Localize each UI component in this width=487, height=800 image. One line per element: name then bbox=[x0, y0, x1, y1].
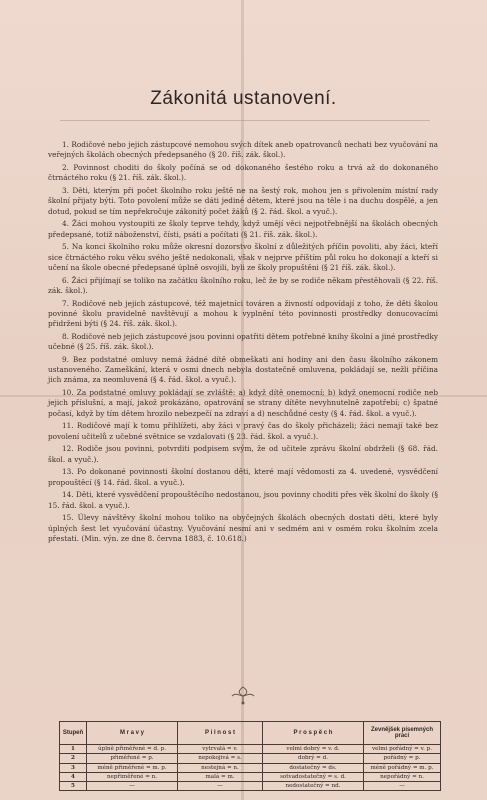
table-cell: velmi dobrý = v. d. bbox=[263, 745, 364, 754]
regulation-paragraph: 13. Po dokonané povinnosti školní dostanou děti, které mají vědomosti za 4. uvedené, vysvědčení propouštěcí (§ 14. řád. škol. a vyuč.). bbox=[48, 467, 438, 487]
header-stupen: Stupeň bbox=[60, 722, 87, 745]
header-pilnost: P i l n o s t bbox=[178, 722, 263, 745]
page-title: Zákonitá ustanovení. bbox=[150, 88, 337, 109]
table-row bbox=[60, 763, 441, 772]
table-cell: nepřiměřené = n. bbox=[87, 772, 178, 781]
table-cell: — bbox=[178, 782, 263, 791]
table-cell: méně přiměřené = m. p. bbox=[87, 763, 178, 772]
table-cell: 4 bbox=[60, 772, 87, 781]
table-cell: dobrý = d. bbox=[263, 754, 364, 763]
regulation-paragraph: 12. Rodiče jsou povinni, potvrditi podpisem svým, že od učitele zprávu školní obdrželi (§ 68. řád. škol. a vyuč.). bbox=[48, 444, 438, 464]
regulation-paragraph: 15. Úlevy návštěvy školní mohou toliko na obyčejných školách obecných dostati děti, které byly úplných šest let vyučování účastny. Vyučování nesmí ani v sedmém ani v osmém roku školním zcela přestati. (Min. výn. ze dne 8. června 1883, č. 10.618.) bbox=[48, 513, 438, 543]
table-cell: nestejná = n. bbox=[178, 763, 263, 772]
table-cell: — bbox=[87, 782, 178, 791]
table-cell: nedostatečný = nd. bbox=[263, 782, 364, 791]
grades-table bbox=[59, 721, 441, 791]
table-cell: přiměřené = p. bbox=[87, 754, 178, 763]
regulation-paragraph: 8. Rodičové neb jejich zástupcové jsou povinni opatřiti dětem potřebné knihy školní a jiné prostředky učebné (§ 25. říš. zák. škol.). bbox=[48, 331, 438, 352]
regulation-paragraph: 2. Povinnost choditi do školy počíná se od dokonaného šestého roku a trvá až do dokonaného čtrnáctého roku (§ 21. říš. zák. škol.). bbox=[48, 162, 438, 183]
table-cell: úplně přiměřené = d. p. bbox=[87, 745, 178, 754]
table-cell: méně pořádný = m. p. bbox=[364, 763, 441, 772]
ornament-icon bbox=[228, 684, 258, 706]
regulation-paragraph: 14. Děti, které vysvědčení propouštěcího nedostanou, jsou povinny choditi přes věk školní do školy (§ 15. řád. škol. a vyuč.). bbox=[48, 490, 438, 510]
table-header-row bbox=[60, 722, 441, 745]
header-prospech: P r o s p ě c h bbox=[263, 722, 364, 745]
regulations-list bbox=[48, 140, 438, 547]
table-cell: malá = m. bbox=[178, 772, 263, 781]
table-row bbox=[60, 745, 441, 754]
table-cell: dostatečný = ds. bbox=[263, 763, 364, 772]
header-mravy: M r a v y bbox=[87, 722, 178, 745]
regulation-paragraph: 9. Bez podstatné omluvy nemá žádné dítě obmeškati ani hodiny ani den času školního zákonem ustanoveného. Zameškání, která v osmi dnech nebyla dostatečně omluvena, pokládají se, nežli příčina jich známa, za neomluvená (§ 4. řád. škol. a vyuč.). bbox=[48, 354, 438, 385]
table-cell: velmi pořádný = v. p. bbox=[364, 745, 441, 754]
regulation-paragraph: 3. Děti, kterým při počet školního roku ještě ne na šestý rok, mohou jen s přivolením místní rady školní přijaty býti. Toto povolení může se dáti jediné dětem, které jsou na těle i na duchu dospělé, a jen dotud, pokud se tím nepřekročuje zákonitý počet žáků (§ 2. řád. škol. a vyuč.). bbox=[48, 185, 438, 216]
table-cell: 1 bbox=[60, 745, 87, 754]
table-row bbox=[60, 754, 441, 763]
table-row bbox=[60, 772, 441, 781]
table-cell: 2 bbox=[60, 754, 87, 763]
table-cell: sotvadostatečný = s. d. bbox=[263, 772, 364, 781]
regulation-paragraph: 10. Za podstatné omluvy pokládají se zvláště: a) když dítě onemocní; b) když onemocní rodiče neb jejich příslušní, a mají, jakož prokázáno, opatrování se strany dítěte nevyhnutelně zapotřebí; c) špatné počasí, když by tím dětem hrozilo nebezpečí na zdraví a d) neschůdné cesty (§ 4. řád. škol. a vyuč.). bbox=[48, 388, 438, 418]
table-row bbox=[60, 782, 441, 791]
title-divider bbox=[60, 120, 430, 121]
regulation-paragraph: 6. Žáci přijímají se toliko na začátku školního roku, leč že by se rodiče někam přestěhovali (§ 22. říš. zák. škol.). bbox=[48, 275, 438, 295]
table-cell: pořádný = p. bbox=[364, 754, 441, 763]
regulation-paragraph: 11. Rodičové mají k tomu přihlížeti, aby žáci v pravý čas do školy přicházeli; žáci nemají také bez povolení učitelů z učebné světnice se vzdalovati (§ 23. řád. škol. a vyuč.). bbox=[48, 421, 438, 441]
table-cell: vytrvalá = v. bbox=[178, 745, 263, 754]
table-cell: — bbox=[364, 782, 441, 791]
regulation-paragraph: 7. Rodičové neb jejich zástupcové, též majetníci továren a živností odpovídají z toho, že děti školou povinné školu pravidelně navštěvují a mohou k vyplnění této povinnosti prostředky donucovacími přidrženi býti (§ 24. říš. zák. škol.). bbox=[48, 298, 438, 329]
table-cell: nepořádný = n. bbox=[364, 772, 441, 781]
table-cell: 5 bbox=[60, 782, 87, 791]
table-cell: nepokojivá = s. bbox=[178, 754, 263, 763]
table-cell: 3 bbox=[60, 763, 87, 772]
regulation-paragraph: 4. Žáci mohou vystoupiti ze školy teprve tehdy, když umějí věci nejpotřebnější na školách obecných předepsané, totiž náboženství, čísti, psáti a počítati (§ 21. říš. zák. škol.). bbox=[48, 219, 438, 239]
header-zevnejsek: Zevnějšek písemných prací bbox=[364, 722, 441, 745]
regulation-paragraph: 5. Na konci školního roku může okresní dozorstvo školní z důležitých příčin povoliti, aby žáci, kteří sice čtrnáctého roku věku svého ještě nedokonali, však v nejprve příštím půl roku ho dokonají a kteří si učení na škole obecné předepsané úplně osvojili, byli ze školy propuštěni (§ 21 říš. zák. škol.). bbox=[48, 242, 438, 272]
regulation-paragraph: 1. Rodičové nebo jejich zástupcové nemohou svých dítek aneb opatrovanců nechati bez vyučování na veřejných školách obecných předepsaného (§ 20. říš. zák. škol.). bbox=[48, 140, 438, 160]
